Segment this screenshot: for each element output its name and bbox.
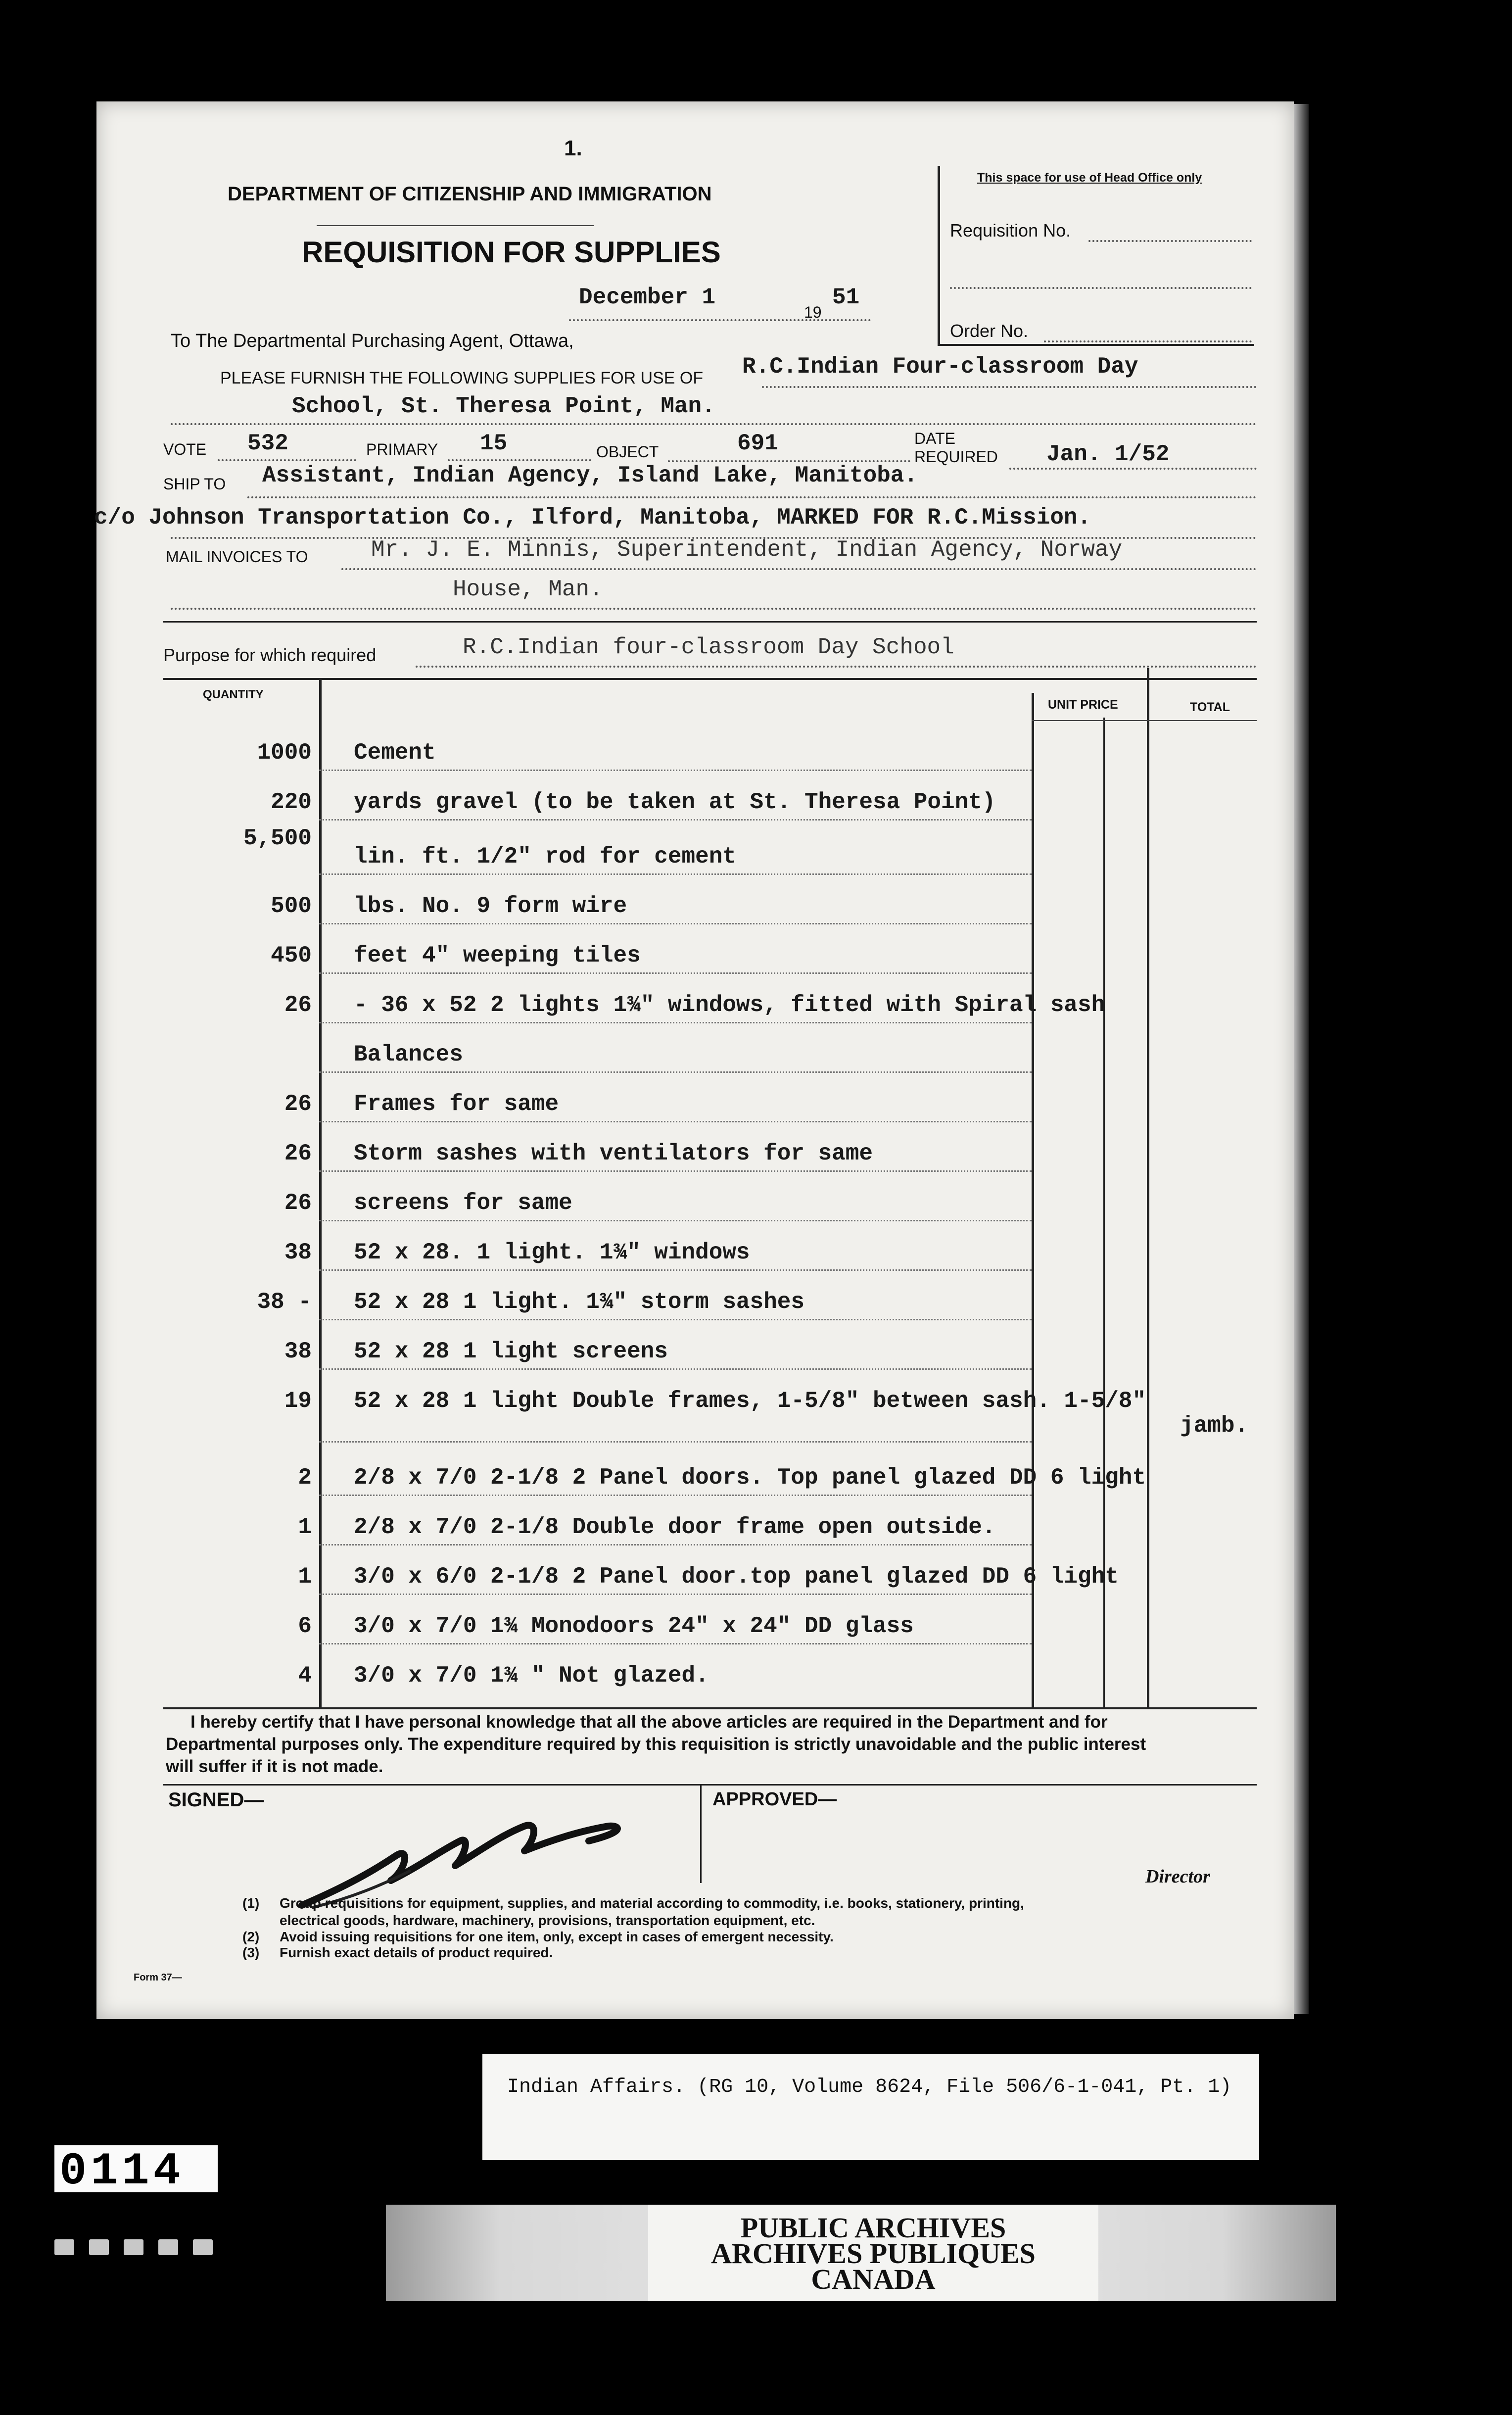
row-qty: 4 — [298, 1663, 312, 1689]
row-desc: feet 4" weeping tiles — [354, 943, 641, 968]
title-rule — [317, 225, 594, 226]
archive-line-3: CANADA — [811, 2263, 936, 2295]
note-text: Group requisitions for equipment, supplies, and material according to commodity, i.e. books, stationery, printing, — [280, 1895, 1024, 1911]
row-desc: 52 x 28 1 light Double frames, 1-5/8" between sash. 1-5/8" — [354, 1388, 1146, 1414]
signed-label: SIGNED— — [168, 1789, 264, 1811]
row-line — [319, 1269, 1032, 1271]
mail-invoices-label: MAIL INVOICES TO — [166, 548, 308, 566]
row-line — [319, 1643, 1032, 1644]
row-line — [319, 1121, 1032, 1122]
note-text: Avoid issuing requisitions for one item, only, except in cases of emergent necessity. — [280, 1929, 834, 1944]
frame-number: 0114 — [59, 2145, 185, 2197]
object-value: 691 — [737, 431, 778, 456]
row-line — [319, 1495, 1032, 1496]
director-label: Director — [1145, 1866, 1210, 1887]
head-office-box-bottom — [938, 344, 1254, 346]
purpose-value: R.C.Indian four-classroom Day School — [463, 634, 954, 660]
primary-value: 15 — [480, 431, 508, 456]
row-qty: 19 — [284, 1388, 312, 1414]
row-desc: lbs. No. 9 form wire — [354, 893, 627, 919]
date-day: December 1 — [579, 285, 716, 310]
vote-label: VOTE — [163, 440, 207, 458]
row-qty: 26 — [284, 1190, 312, 1216]
sprocket-hole — [158, 2239, 178, 2255]
row-qty: 6 — [298, 1613, 312, 1639]
page-edge — [1294, 104, 1309, 2014]
row-desc: 52 x 28 1 light screens — [354, 1339, 668, 1364]
row-desc: 52 x 28 1 light. 1¾" storm sashes — [354, 1289, 804, 1315]
row-desc: - 36 x 52 2 lights 1¾" windows, fitted with Spiral sash — [354, 992, 1105, 1018]
order-number-label: Order No. — [950, 321, 1029, 341]
row-desc: Cement — [354, 740, 436, 766]
page-number: 1. — [564, 136, 582, 160]
row-line — [319, 1368, 1032, 1370]
row-qty: 1 — [298, 1514, 312, 1540]
head-office-box-border — [938, 166, 940, 344]
ship-to-label: SHIP TO — [163, 475, 226, 493]
primary-line — [448, 459, 591, 461]
row-desc: 3/0 x 7/0 1¾ Monodoors 24" x 24" DD glass — [354, 1613, 914, 1639]
head-office-note: This space for use of Head Office only — [977, 171, 1202, 185]
required-date: Jan. 1/52 — [1046, 441, 1170, 467]
date-year: 51 — [832, 285, 860, 310]
vote-value: 532 — [247, 431, 288, 456]
date-line — [569, 319, 871, 321]
order-number-line — [1044, 340, 1252, 342]
form-title: REQUISITION FOR SUPPLIES — [302, 236, 721, 269]
department-name: DEPARTMENT OF CITIZENSHIP AND IMMIGRATION — [228, 183, 712, 205]
row-desc: Frames for same — [354, 1091, 559, 1117]
approved-label: APPROVED— — [712, 1789, 837, 1810]
row-line — [319, 1022, 1032, 1023]
required-label: REQUIRED — [914, 448, 998, 466]
row-line — [319, 819, 1032, 821]
row-line — [319, 1441, 1032, 1443]
row-qty: 500 — [271, 893, 312, 919]
object-line — [668, 460, 910, 462]
row-desc: 2/8 x 7/0 2-1/8 2 Panel doors. Top panel glazed DD 6 light — [354, 1465, 1146, 1491]
row-line — [319, 1544, 1032, 1546]
note-text: Furnish exact details of product required. — [280, 1945, 553, 1960]
row-line — [319, 1220, 1032, 1221]
note-text: electrical goods, hardware, machinery, provisions, transportation equipment, etc. — [280, 1913, 815, 1928]
row-desc: lin. ft. 1/2" rod for cement — [354, 844, 736, 869]
unit-price-left-divider — [1032, 693, 1034, 1707]
purpose-label: Purpose for which required — [163, 645, 377, 665]
table-top-border — [163, 678, 1257, 680]
object-label: OBJECT — [596, 443, 659, 461]
archive-reference-box — [482, 2054, 1259, 2160]
row-line — [319, 1170, 1032, 1172]
row-line — [319, 1319, 1032, 1320]
quantity-header: QUANTITY — [203, 688, 264, 701]
total-column-divider — [1147, 668, 1149, 1707]
row-qty: 220 — [271, 789, 312, 815]
row-desc: yards gravel (to be taken at St. Theresa Point) — [354, 789, 996, 815]
unit-price-header: UNIT PRICE — [1048, 698, 1118, 712]
row-desc-continued: jamb. — [1180, 1413, 1249, 1439]
mail-invoices-line-1: Mr. J. E. Minnis, Superintendent, Indian Agency, Norway — [371, 537, 1123, 563]
row-desc: Balances — [354, 1042, 463, 1067]
frame-number-box — [54, 2145, 218, 2197]
certification-line-1: I hereby certify that I have personal knowledge that all the above articles are required in the Department and for — [190, 1712, 1108, 1732]
mail-invoices-underline-1 — [341, 568, 1257, 570]
requisition-number-line — [1088, 240, 1252, 242]
signature-divider — [700, 1784, 702, 1883]
row-qty: 1 — [298, 1564, 312, 1590]
required-line — [1009, 468, 1257, 470]
row-qty: 38 — [284, 1339, 312, 1364]
form-number: Form 37— — [134, 1972, 182, 1983]
row-line — [319, 1594, 1032, 1595]
row-line — [319, 770, 1032, 771]
row-desc: screens for same — [354, 1190, 572, 1216]
date-label: DATE — [914, 430, 955, 447]
row-desc: 3/0 x 7/0 1¾ " Not glazed. — [354, 1663, 709, 1689]
note-number: (1) — [242, 1895, 260, 1911]
row-qty: 38 — [284, 1240, 312, 1265]
primary-label: PRIMARY — [366, 440, 438, 458]
row-qty: 26 — [284, 992, 312, 1018]
mail-invoices-line-2: House, Man. — [453, 577, 603, 602]
signature-top-rule — [163, 1784, 1257, 1786]
head-office-extra-line — [950, 287, 1252, 289]
note-number: (3) — [242, 1945, 260, 1960]
archive-line-2: ARCHIVES PUBLIQUES — [711, 2237, 1036, 2270]
row-qty: 1000 — [257, 740, 312, 766]
furnish-line-1 — [762, 386, 1257, 388]
date-century: 19 — [804, 303, 822, 321]
sprocket-hole — [193, 2239, 213, 2255]
furnish-value-1: R.C.Indian Four-classroom Day — [742, 354, 1138, 380]
requisition-number-label: Requisition No. — [950, 220, 1071, 241]
purpose-rule — [163, 621, 1257, 623]
row-qty: 2 — [298, 1465, 312, 1491]
sprocket-hole — [89, 2239, 109, 2255]
archive-label-card — [648, 2205, 1098, 2301]
furnish-value-2: School, St. Theresa Point, Man. — [292, 393, 715, 419]
furnish-label: PLEASE FURNISH THE FOLLOWING SUPPLIES FOR USE OF — [220, 369, 704, 387]
row-qty: 26 — [284, 1141, 312, 1166]
archive-line-1: PUBLIC ARCHIVES — [740, 2212, 1006, 2244]
row-qty: 450 — [271, 943, 312, 968]
ship-to-underline-1 — [247, 496, 1257, 498]
purpose-underline — [416, 666, 1257, 668]
ship-to-line-1: Assistant, Indian Agency, Island Lake, Manitoba. — [262, 463, 918, 488]
certification-line-2: Departmental purposes only. The expenditure required by this requisition is strictly unavoidable and the public interest — [166, 1735, 1146, 1754]
row-line — [319, 972, 1032, 974]
unit-price-middle-divider — [1103, 718, 1105, 1707]
to-purchasing-agent: To The Departmental Purchasing Agent, Ottawa, — [171, 331, 574, 351]
row-desc: 3/0 x 6/0 2-1/8 2 Panel door.top panel glazed DD 6 light — [354, 1564, 1119, 1590]
archive-reference: Indian Affairs. (RG 10, Volume 8624, File 506/6-1-041, Pt. 1) — [507, 2076, 1232, 2098]
row-desc: 2/8 x 7/0 2-1/8 Double door frame open outside. — [354, 1514, 996, 1540]
note-number: (2) — [242, 1929, 260, 1944]
row-desc: Storm sashes with ventilators for same — [354, 1141, 873, 1166]
row-desc: 52 x 28. 1 light. 1¾" windows — [354, 1240, 750, 1265]
row-qty: 5,500 — [243, 825, 312, 851]
certification-line-3: will suffer if it is not made. — [166, 1757, 383, 1776]
total-header: TOTAL — [1190, 700, 1230, 714]
furnish-line-2 — [171, 423, 1257, 425]
row-qty: 38 - — [257, 1289, 312, 1315]
mail-invoices-underline-2 — [171, 608, 1257, 610]
ship-to-line-2: c/o Johnson Transportation Co., Ilford, Manitoba, MARKED FOR R.C.Mission. — [94, 505, 1091, 531]
row-line — [319, 873, 1032, 875]
row-qty: 26 — [284, 1091, 312, 1117]
quantity-column-divider — [319, 678, 322, 1707]
sprocket-hole — [54, 2239, 74, 2255]
row-line — [319, 1071, 1032, 1073]
row-line — [319, 923, 1032, 924]
vote-line — [218, 459, 356, 461]
price-header-rule — [1032, 720, 1257, 721]
public-archives-stamp — [386, 2205, 1336, 2301]
sprocket-hole — [124, 2239, 143, 2255]
table-bottom-border — [163, 1707, 1257, 1709]
